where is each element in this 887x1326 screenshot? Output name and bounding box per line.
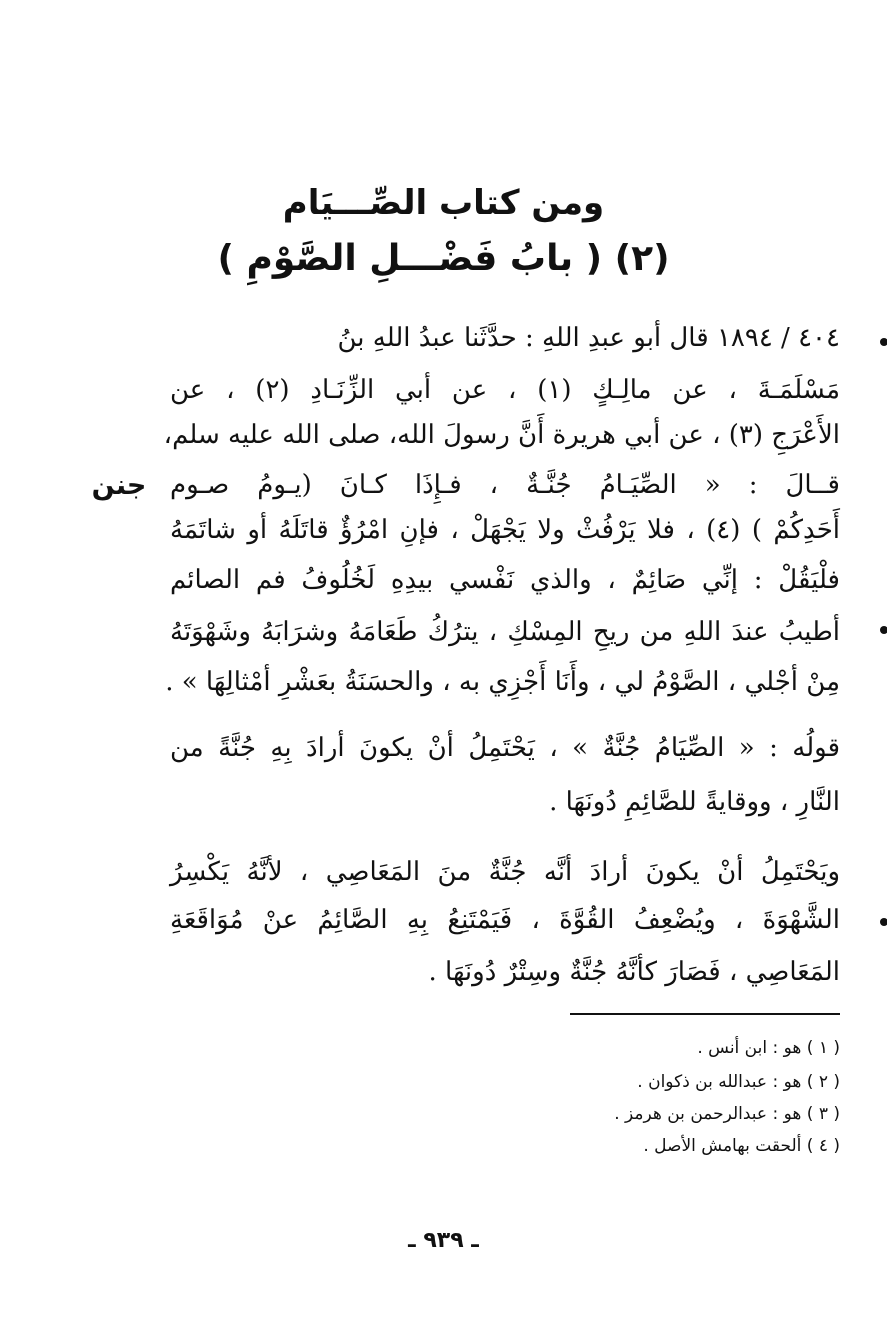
footnote-separator xyxy=(570,1013,840,1015)
hadith-line: أطيبُ عندَ اللهِ من ريحِ المِسْكِ ، يترُكُ طَعَامَهُ وشرَابَهُ وشَهْوَتَهُ xyxy=(170,617,840,647)
footnote: ( ٣ ) هو : عبدالرحمن بن هرمز . xyxy=(614,1104,840,1124)
hadith-line: مِنْ أجْلي ، الصَّوْمُ لي ، وأَنَا أَجْزِي به ، والحسَنَةُ بعَشْرِ أمْثالِهَا » . xyxy=(165,667,840,697)
footnote: ( ٤ ) ألحقت بهامش الأصل . xyxy=(643,1136,840,1156)
hadith-line: أَحَدِكُمْ ) (٤) ، فلا يَرْفُثْ ولا يَجْهَلْ ، فإنِ امْرُؤٌ قاتَلَهُ أو شاتَمَهُ xyxy=(170,515,840,545)
commentary-line: ويَحْتَمِلُ أنْ يكونَ أرادَ أنَّه جُنَّةٌ منَ المَعَاصِي ، لأنَّهُ يَكْسِرُ xyxy=(170,857,841,887)
margin-note: جنن xyxy=(91,470,147,501)
margin-dot xyxy=(880,338,887,346)
chapter-title: ومن كتاب الصِّـــيَام xyxy=(282,183,605,223)
footnote: ( ٢ ) هو : عبدالله بن ذكوان . xyxy=(637,1072,840,1092)
footnote: ( ١ ) هو : ابن أنس . xyxy=(697,1038,840,1058)
section-title: (٢) ( بابُ فَضْـــلِ الصَّوْمِ ) xyxy=(217,238,670,279)
hadith-line: فلْيَقُلْ : إنِّي صَائِمٌ ، والذي نَفْسي بيدِهِ لَخُلُوفُ فم الصائم xyxy=(170,565,840,595)
hadith-line: الأَعْرَجِ (٣) ، عن أبي هريرة أَنَّ رسولَ الله، صلى الله عليه سلم، xyxy=(163,420,840,450)
commentary-line: النَّارِ ، ووقايةً للصَّائِمِ دُونَهَا . xyxy=(549,787,840,817)
commentary-line: الشَّهْوَةَ ، ويُضْعِفُ القُوَّةَ ، فَيَمْتَنِعُ بِهِ الصَّائِمُ عنْ مُوَاقَعَةِ xyxy=(170,905,840,935)
hadith-line: ٤٠٤ / ١٨٩٤ قال أبو عبدِ اللهِ : حدَّثَنا عبدُ اللهِ بنُ xyxy=(337,323,840,353)
margin-dot xyxy=(880,918,887,926)
commentary-line: قولُه : « الصِّيَامُ جُنَّةٌ » ، يَحْتَمِلُ أنْ يكونَ أرادَ بِهِ جُنَّةً من xyxy=(170,733,840,763)
hadith-line: قــالَ : « الصِّيَـامُ جُنَّـةٌ ، فـإِذَا كـانَ (يـومُ صـوم xyxy=(170,470,840,500)
hadith-line: مَسْلَمَـةَ ، عن مالِـكٍ (١) ، عن أبي الزِّنَـادِ (٢) ، عن xyxy=(170,375,841,405)
commentary-line: المَعَاصِي ، فَصَارَ كأنَّهُ جُنَّةٌ وسِتْرٌ دُونَهَا . xyxy=(428,957,840,987)
page-number: ـ ٩٣٩ ـ xyxy=(408,1228,479,1253)
margin-dot xyxy=(880,626,887,634)
